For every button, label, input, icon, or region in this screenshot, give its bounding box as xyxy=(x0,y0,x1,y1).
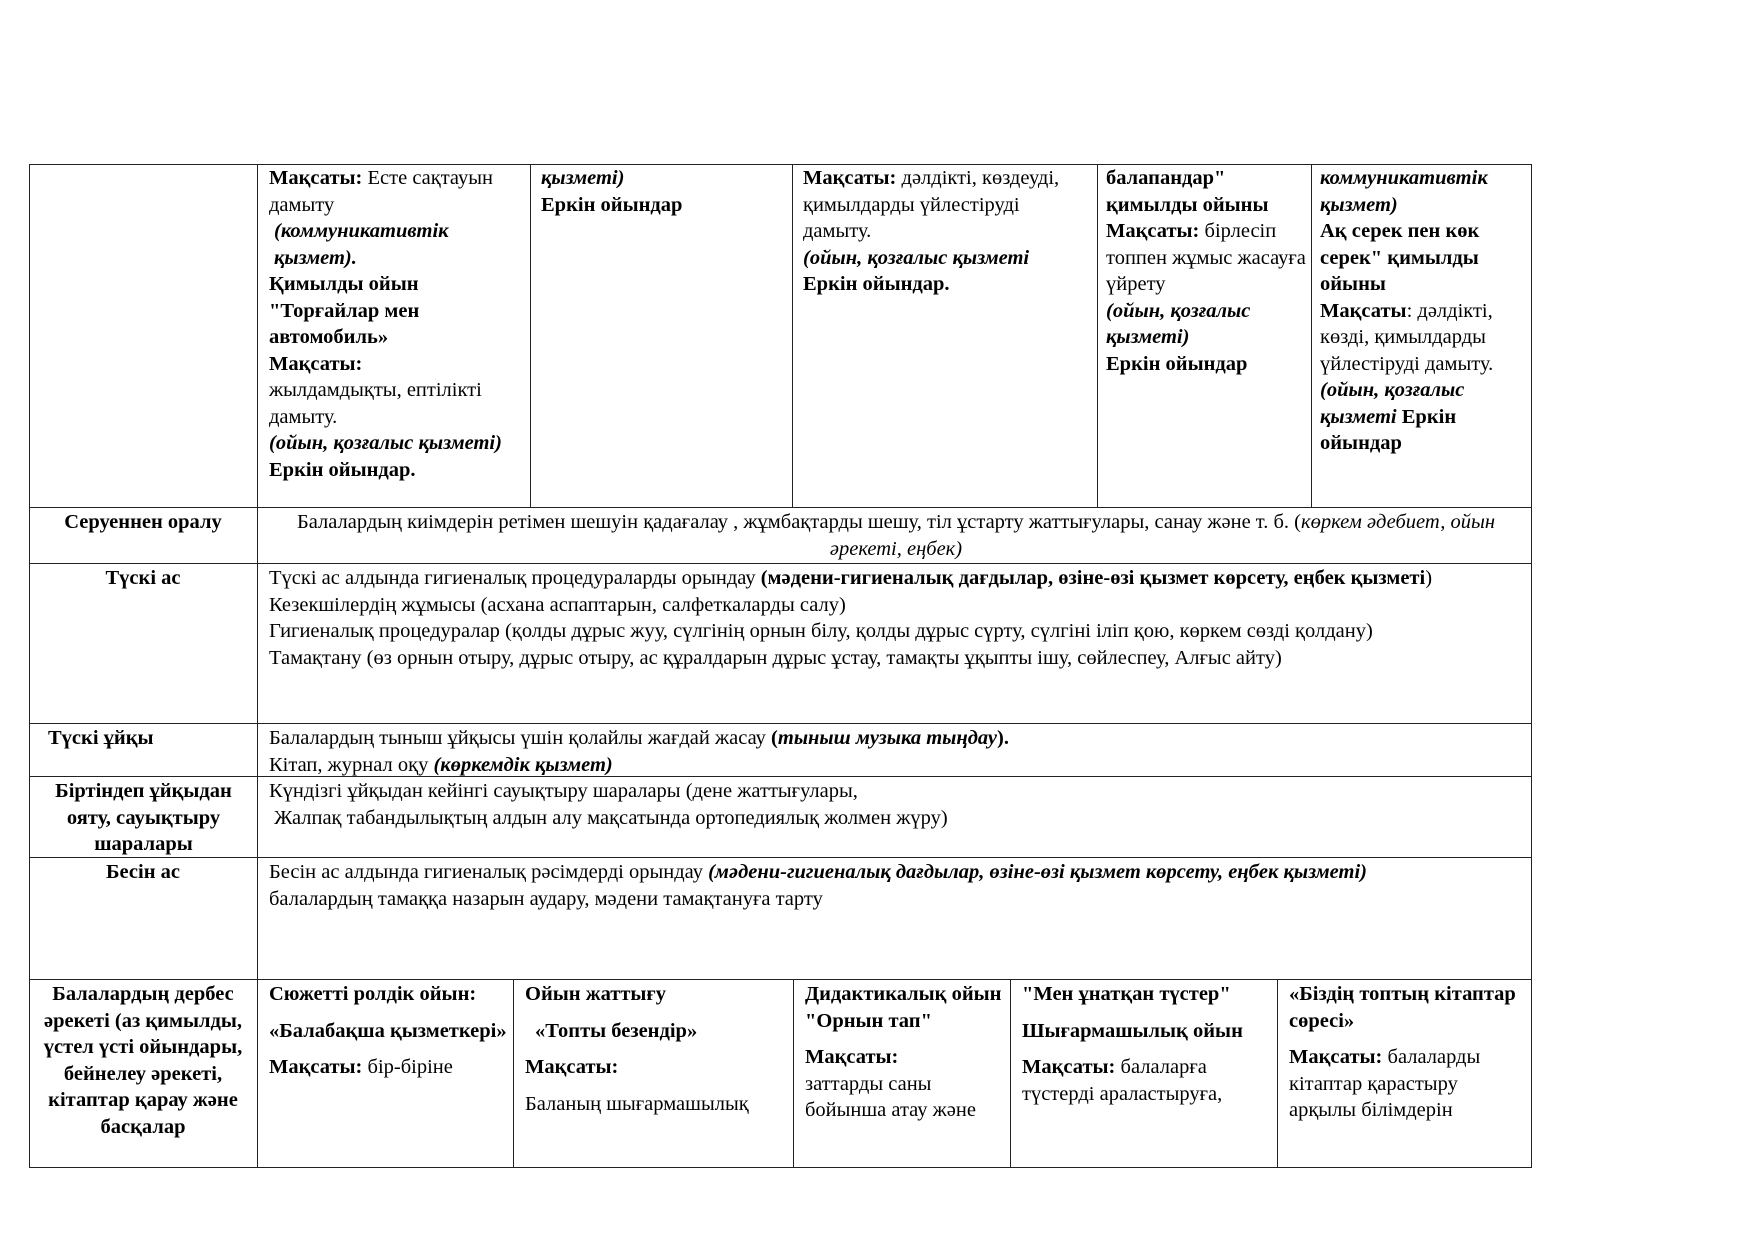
snack-line: Бесін ас алдында гигиеналық рәсімдерді орындау xyxy=(269,861,709,883)
lunch-line: Түскі ас алдында гигиеналық процедураларды орындау xyxy=(269,567,761,589)
snack-note: (мәдени-гигиеналық дағдылар, өзіне-өзі қызмет көрсету, еңбек қызметі) xyxy=(708,861,1367,883)
column-divider xyxy=(793,979,794,1168)
game-title: Қимылды ойын xyxy=(269,273,419,295)
free-activity-col4 xyxy=(805,981,1007,1168)
sleep-line: Кітап, журнал оқу xyxy=(269,753,434,776)
goal-label: Мақсаты: xyxy=(525,1056,619,1078)
column-divider xyxy=(1097,164,1098,507)
goal-label: Мақсаты: xyxy=(269,352,363,375)
column-divider xyxy=(1277,979,1278,1168)
column-divider xyxy=(257,164,258,1168)
goal-text: бірлесіп топпен жұмыс жасауға үйрету xyxy=(1106,220,1306,295)
row-label-sleep: Түскі ұйқы xyxy=(48,727,154,749)
return-text: Балалардың киімдерін ретімен шешуін қадағалау , жұмбақтарды шешу, тіл ұстарту жаттығулары, санау және т. б. ( xyxy=(296,511,1301,533)
goal-label: Мақсаты: xyxy=(803,167,897,189)
activity-note: (ойын, қозғалыс қызметі) xyxy=(1106,299,1251,348)
column-divider xyxy=(513,979,514,1168)
goal-text: : дәлдікті, көзді, қимылдарды үйлестіруді дамыту. xyxy=(1320,299,1494,375)
free-activity-col2 xyxy=(269,981,509,1168)
row-sleep-content xyxy=(269,725,1530,776)
row-divider xyxy=(29,723,1532,724)
row-label-free: Балалардың дербес әрекеті (аз қимылды, үстел үсті ойындары, бейнелеу әрекеті, кітаптар қарау және басқалар xyxy=(43,983,243,1138)
top-row-col2 xyxy=(269,165,525,507)
sleep-note-bracket: ). xyxy=(997,727,1009,749)
sleep-note: (көркемдік қызмет) xyxy=(433,753,613,776)
top-row-col3 xyxy=(541,165,787,507)
top-row-col6 xyxy=(1320,165,1528,507)
free-play: Еркін ойындар xyxy=(1106,352,1248,375)
activity-title: Дидактикалық ойын "Орнын тап" xyxy=(805,983,1002,1032)
goal-label: Мақсаты: xyxy=(269,1056,363,1078)
activity-note: (коммуникативтік қызмет). xyxy=(274,220,449,269)
free-activity-col5 xyxy=(1022,981,1272,1168)
goal-label: Мақсаты xyxy=(1320,299,1407,322)
goal-text: Есте сақтауын дамыту xyxy=(269,167,493,216)
wake-line: Жалпақ табандылықтың алдын алу мақсатында ортопедиялық жолмен жүру) xyxy=(269,806,948,829)
row-lunch-content xyxy=(269,565,1530,723)
goal-label: Мақсаты: xyxy=(269,167,363,189)
row-return-content xyxy=(262,509,1530,563)
row-label-wake: Біртіндеп ұйқыдан ояту, сауықтыру шаралары xyxy=(55,780,232,855)
free-play: Еркін ойындар. xyxy=(803,273,950,295)
free-play: Еркін ойындар xyxy=(1320,405,1457,454)
lunch-line: Кезекшілердің жұмысы (асхана аспаптарын, салфеткаларды салу) xyxy=(269,593,846,616)
activity-title: Ойын жаттығу xyxy=(525,983,666,1005)
goal-text: балаларға түстерді араластыруға, xyxy=(1022,1056,1223,1105)
snack-line: балалардың тамаққа назарын аудару, мәдени тамақтануға тарту xyxy=(269,887,823,910)
goal-label: Мақсаты: xyxy=(805,1046,899,1068)
activity-note: қызметі) xyxy=(541,167,625,189)
activity-title: «Біздің топтың кітаптар сөресі» xyxy=(1289,983,1516,1032)
row-divider xyxy=(29,979,1532,980)
activity-note: (ойын, қозғалыс қызметі xyxy=(803,246,1030,269)
sleep-note-bracket: ( xyxy=(771,727,778,749)
lunch-note: (мәдени-гигиеналық дағдылар, өзіне-өзі қызмет көрсету, еңбек қызметі xyxy=(760,567,1426,589)
lunch-line: Тамақтану (өз орнын отыру, дұрыс отыру, ас құралдарын дұрыс ұстау, тамақты ұқыпты ішу, сөйлеспеу, Алғыс айту) xyxy=(269,646,1282,669)
sleep-note: тыныш музыка тыңдау xyxy=(777,727,997,749)
wake-line: Күндізгі ұйқыдан кейінгі сауықтыру шаралары (дене жаттығулары, xyxy=(269,780,858,802)
column-divider xyxy=(530,164,531,507)
row-label-return: Серуеннен оралу xyxy=(64,511,222,533)
activity-note: коммуникативтік қызмет) xyxy=(1320,167,1488,216)
row-divider xyxy=(29,776,1532,777)
row-snack-content xyxy=(269,859,1530,978)
goal-text: балаларды кітаптар қарастыру арқылы білімдерін xyxy=(1289,1046,1481,1121)
return-note: көркем әдебиет, ойын әрекеті, еңбек) xyxy=(829,511,1496,560)
row-divider xyxy=(29,857,1532,858)
game-title: Ақ серек пен көк серек" қимылды ойыны xyxy=(1320,220,1480,295)
row-divider xyxy=(29,563,1532,564)
top-row-col4 xyxy=(803,165,1093,507)
lunch-line: Гигиеналық процедуралар (қолды дұрыс жуу, сүлгінің орнын білу, қолды дұрыс сүрту, сүлгіні іліп қою, көркем сөзді қолдану) xyxy=(269,620,1373,642)
activity-subtitle: «Балабақша қызметкері» xyxy=(269,1019,507,1042)
free-activity-col3 xyxy=(525,981,789,1168)
free-play: Еркін ойындар xyxy=(541,193,683,216)
goal-label: Мақсаты: xyxy=(1022,1056,1116,1078)
activity-title: "Мен ұнатқан түстер" xyxy=(1022,983,1231,1005)
goal-text: бір-біріне xyxy=(362,1056,453,1078)
free-activity-col6 xyxy=(1289,981,1527,1168)
activity-note: (ойын, қозғалыс қызметі xyxy=(1320,379,1465,428)
activity-subtitle: Шығармашылық ойын xyxy=(1022,1019,1243,1042)
activity-note: (ойын, қозғалыс қызметі) xyxy=(269,432,502,454)
game-title: балапандар" қимылды ойыны xyxy=(1106,167,1269,216)
top-row-col5 xyxy=(1106,165,1306,507)
row-divider xyxy=(29,507,1532,508)
goal-text: дәлдікті, көздеуді, қимылдарды үйлестіруді дамыту. xyxy=(803,167,1060,242)
row-label-snack: Бесін ас xyxy=(106,861,180,883)
goal-text: жылдамдықты, ептілікті дамыту. xyxy=(269,379,482,428)
column-divider xyxy=(1311,164,1312,507)
goal-label: Мақсаты: xyxy=(1289,1046,1383,1068)
activity-title: Сюжетті ролдік ойын: xyxy=(269,983,477,1005)
goal-text: Баланың шығармашылық xyxy=(525,1092,749,1115)
lunch-note-end: ) xyxy=(1425,567,1433,589)
goal-label: Мақсаты: xyxy=(1106,220,1200,242)
activity-subtitle: «Топты безендір» xyxy=(535,1019,698,1042)
row-wake-content xyxy=(269,778,1530,856)
row-label-lunch: Түскі ас xyxy=(105,567,181,589)
column-divider xyxy=(1010,979,1011,1168)
game-title: "Торғайлар мен автомобиль» xyxy=(269,299,420,348)
column-divider xyxy=(792,164,793,507)
sleep-line: Балалардың тыныш ұйқысы үшін қолайлы жағдай жасау xyxy=(269,727,772,749)
free-play: Еркін ойындар. xyxy=(269,458,416,481)
goal-text: заттарды саны бойынша атау және xyxy=(805,1072,976,1121)
